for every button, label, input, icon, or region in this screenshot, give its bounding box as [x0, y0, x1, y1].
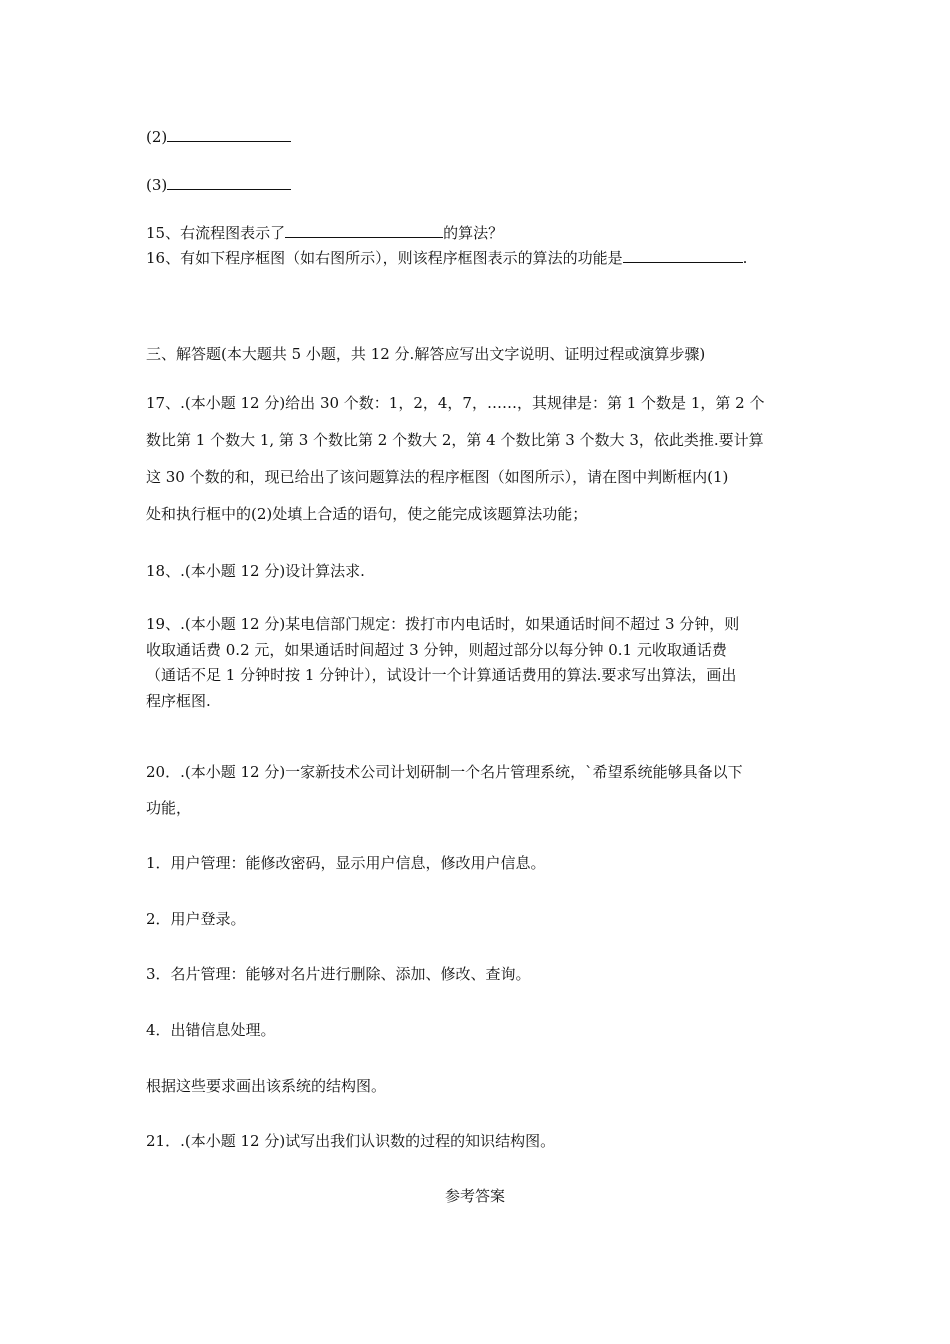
question-line: 17、.(本小题 12 分)给出 30 个数：1，2，4，7，……，其规律是：第 1 个数是 1，第 2 个	[146, 394, 765, 412]
question-line: 20．.(本小题 12 分)一家新技术公司计划研制一个名片管理系统，`希望系统能够具备以下	[146, 763, 743, 781]
question-line: 处和执行框中的(2)处填上合适的语句，使之能完成该题算法功能；	[146, 505, 588, 523]
question-text: .	[742, 249, 748, 267]
question-line: 功能，	[146, 799, 192, 817]
section-heading: 三、解答题(本大题共 5 小题，共 12 分.解答应写出文字说明、证明过程或演算步骤)	[146, 345, 706, 363]
question-line: 根据这些要求画出该系统的结构图。	[146, 1077, 387, 1095]
question-text: 16、有如下程序框图（如右图所示），则该程序框图表示的算法的功能是	[146, 249, 623, 267]
question-16	[146, 248, 747, 268]
fill-item-2	[146, 127, 291, 147]
question-line: 这 30 个数的和，现已给出了该问题算法的程序框图（如图所示），请在图中判断框内(1)	[146, 468, 729, 486]
list-item: 4．出错信息处理。	[146, 1021, 276, 1039]
question-line: 程序框图.	[146, 692, 211, 710]
fill-item-3	[146, 175, 291, 195]
answers-title: 参考答案	[444, 1187, 505, 1205]
question-text: 的算法？	[443, 224, 504, 242]
list-item: 2．用户登录。	[146, 910, 246, 928]
question-line: （通话不足 1 分钟时按 1 分钟计），试设计一个计算通话费用的算法.要求写出算法，画出	[146, 666, 737, 684]
question-line: 收取通话费 0.2 元，如果通话时间超过 3 分钟，则超过部分以每分钟 0.1 元收取通话费	[146, 641, 727, 659]
answer-blank	[285, 223, 443, 238]
question-text: 15、右流程图表示了	[146, 224, 286, 242]
question-18: 18、.(本小题 12 分)设计算法求.	[146, 562, 365, 580]
list-item: 3．名片管理：能够对名片进行删除、添加、修改、查询。	[146, 965, 531, 983]
fill-item-label: (2)	[146, 128, 168, 146]
question-line: 19、.(本小题 12 分)某电信部门规定：拨打市内电话时，如果通话时间不超过 3 分钟，则	[146, 615, 740, 633]
question-21: 21．.(本小题 12 分)试写出我们认识数的过程的知识结构图。	[146, 1132, 556, 1150]
fill-item-label: (3)	[146, 176, 168, 194]
answer-blank	[623, 248, 743, 263]
question-line: 数比第 1 个数大 1, 第 3 个数比第 2 个数大 2，第 4 个数比第 3 个数大 3，依此类推.要计算	[146, 431, 764, 449]
answer-blank	[167, 127, 291, 142]
list-item: 1．用户管理：能修改密码，显示用户信息，修改用户信息。	[146, 854, 546, 872]
question-15	[146, 223, 503, 243]
answer-blank	[167, 175, 291, 190]
